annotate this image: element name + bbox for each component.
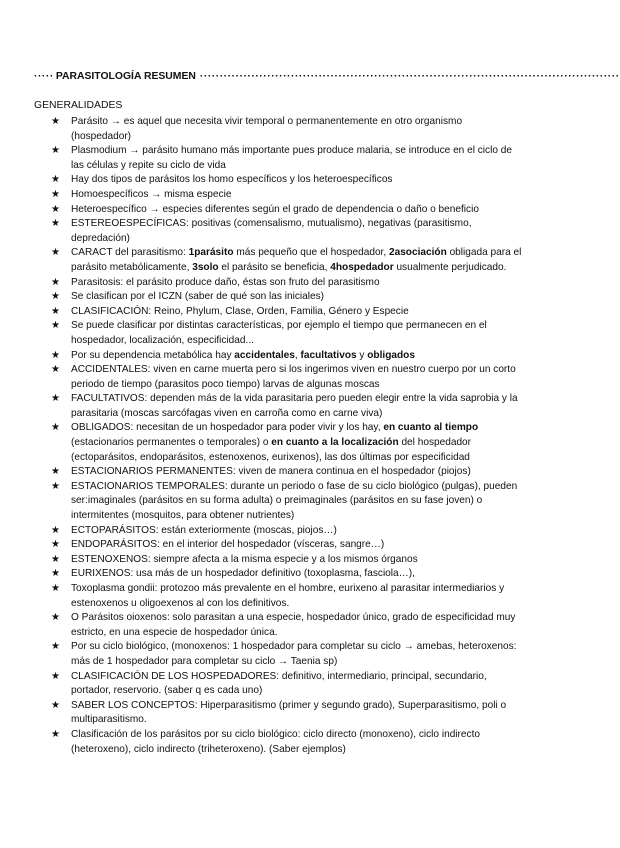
star-icon: ★ xyxy=(51,583,60,594)
star-icon: ★ xyxy=(51,320,60,332)
star-icon: ★ xyxy=(51,480,60,492)
item-text: ESTACIONARIOS PERMANENTES: viven de manera continua en el hospedador (piojos) xyxy=(71,466,471,478)
item-text: Se puede clasificar por distintas características, por ejemplo el tiempo que permanecen en el hospedador, localización, especificidad... xyxy=(71,320,487,346)
item-text: Toxoplasma gondii: protozoo más prevalente en el hombre, eurixeno al parasitar intermediarios y estenoxenos u oligoexenos al con los definitivos. xyxy=(71,583,505,609)
item-text: y xyxy=(356,349,368,361)
star-icon: ★ xyxy=(51,568,60,580)
list-item xyxy=(34,567,524,582)
list-item xyxy=(34,480,524,524)
item-text: FACULTATIVOS: dependen más de la vida parasitaria pero pueden elegir entre la vida saprobia y la parasitaria (moscas sarcófagas viven en carroña como en carne viva) xyxy=(71,393,518,419)
star-icon: ★ xyxy=(51,305,60,317)
bullet-list xyxy=(34,115,524,757)
item-text: O Parásitos oioxenos: solo parasitan a una especie, hospedador único, grado de especificidad muy estricto, en una especie de hospedador única. xyxy=(71,612,516,638)
item-text: OBLIGADOS: necesitan de un hospedador para poder vivir y los hay, xyxy=(71,422,384,434)
item-text: Parasitosis: el parásito produce daño, éstas son fruto del parasitismo xyxy=(71,276,380,288)
item-text: obligada para el parásito metabólicamente, xyxy=(71,247,522,273)
item-text: Parásito → es aquel que necesita vivir temporal o permanentemente en otro organismo (hospedador) xyxy=(71,116,463,142)
item-text: del hospedador (ectoparásitos, endoparásitos, estenoxenos, eurixenos), las dos últimas por especificidad xyxy=(71,437,472,463)
list-item xyxy=(34,363,524,392)
list-item xyxy=(34,421,524,465)
item-text: Clasificación de los parásitos por su ciclo biológico: ciclo directo (monoxeno), ciclo indirecto (heteroxeno), ciclo indirecto (triheteroxeno). (Saber ejemplos) xyxy=(71,728,480,755)
item-text: ECTOPARÁSITOS: están exteriormente (moscas, piojos…) xyxy=(71,524,337,536)
star-icon: ★ xyxy=(51,612,60,624)
document-title: PARASITOLOGÍA RESUMEN xyxy=(55,71,196,82)
section-heading: GENERALIDADES xyxy=(34,100,123,111)
item-text: ACCIDENTALES: viven en carne muerta pero si los ingerimos viven en nuestro cuerpo por un corto periodo de tiempo (parasitos poco tiempo) larvas de algunas moscas xyxy=(71,364,516,390)
item-text: usualmente perjudicado. xyxy=(393,261,507,273)
star-icon: ★ xyxy=(51,276,60,288)
item-text: Heteroespecífico → especies diferentes según el grado de dependencia o daño o beneficio xyxy=(71,203,479,215)
list-item xyxy=(34,524,524,539)
item-text: Por su ciclo biológico, (monoxenos: 1 hospedador para completar su ciclo → amebas, heteroxenos: más de 1 hospedador para completar su ciclo → Taenia sp) xyxy=(71,641,517,667)
bold-text: 4hospedador xyxy=(330,261,394,273)
item-text: más pequeño que el hospedador, xyxy=(233,247,389,259)
list-item xyxy=(34,144,524,173)
item-text: Homoespecíficos → misma especie xyxy=(71,188,232,200)
bold-text: 1parásito xyxy=(188,247,234,259)
list-item xyxy=(34,290,524,305)
bold-text: en cuanto al tiempo xyxy=(383,422,479,434)
item-text: Plasmodium → parásito humano más importante pues produce malaria, se introduce en el ciclo de las células y repite su ciclo de vida xyxy=(71,145,512,171)
item-text: , xyxy=(294,349,301,361)
item-text: SABER LOS CONCEPTOS: Hiperparasitismo (primer y segundo grado), Superparasitismo, poli o multiparasitismo. xyxy=(71,699,507,726)
list-item xyxy=(34,553,524,568)
list-item xyxy=(34,115,524,144)
star-icon: ★ xyxy=(51,116,60,127)
bold-text: facultativos xyxy=(300,349,357,361)
star-icon: ★ xyxy=(51,203,60,215)
list-item xyxy=(34,305,524,320)
item-text: CLASIFICACIÓN DE LOS HOSPEDADORES: definitivo, intermediario, principal, secundario, portador, reservorio. (saber q es cada uno) xyxy=(71,670,487,697)
item-text: Se clasifican por el ICZN (saber de qué son las iniciales) xyxy=(71,291,325,303)
item-text: CLASIFICACIÓN: Reino, Phylum, Clase, Orden, Familia, Género y Especie xyxy=(71,305,409,317)
star-icon: ★ xyxy=(51,466,60,478)
star-icon: ★ xyxy=(51,364,60,376)
item-text: ESTENOXENOS: siempre afecta a la misma especie y a los mismos órganos xyxy=(71,553,418,565)
title-leader-dots-left: ····· xyxy=(34,71,54,82)
item-text: Hay dos tipos de parásitos los homo específicos y los heteroespecíficos xyxy=(71,174,393,186)
list-item xyxy=(34,203,524,218)
bold-text: en cuanto a la localización xyxy=(271,437,399,449)
bold-text: 2asociación xyxy=(388,247,447,259)
list-item xyxy=(34,319,524,348)
list-item xyxy=(34,465,524,480)
item-text: Por su dependencia metabólica hay xyxy=(71,349,235,361)
list-item xyxy=(34,582,524,611)
star-icon: ★ xyxy=(51,728,60,740)
star-icon: ★ xyxy=(51,641,60,653)
item-text: ENDOPARÁSITOS: en el interior del hospedador (vísceras, sangre…) xyxy=(71,539,385,551)
bold-text: obligados xyxy=(367,349,415,361)
star-icon: ★ xyxy=(51,174,60,186)
star-icon: ★ xyxy=(51,670,60,682)
item-text: CARACT del parasitismo: xyxy=(71,247,189,259)
list-item xyxy=(34,640,524,669)
list-item xyxy=(34,699,524,728)
star-icon: ★ xyxy=(51,524,60,536)
list-item xyxy=(34,670,524,699)
star-icon: ★ xyxy=(51,349,60,361)
star-icon: ★ xyxy=(51,699,60,711)
item-text: EURIXENOS: usa más de un hospedador definitivo (toxoplasma, fasciola…), xyxy=(71,568,415,580)
list-item xyxy=(34,392,524,421)
star-icon: ★ xyxy=(51,291,60,303)
list-item xyxy=(34,217,524,246)
title-leader-dots-right: ·········································································································· xyxy=(199,71,620,82)
star-icon: ★ xyxy=(51,393,60,405)
document-title-row xyxy=(34,71,620,82)
bold-text: 3solo xyxy=(192,261,219,273)
item-text: el parásito se beneficia, xyxy=(218,261,331,273)
star-icon: ★ xyxy=(51,188,60,200)
star-icon: ★ xyxy=(51,553,60,565)
list-item xyxy=(34,188,524,203)
star-icon: ★ xyxy=(51,145,60,157)
item-text: ESTACIONARIOS TEMPORALES: durante un periodo o fase de su ciclo biológico (pulgas), pueden ser:imaginales (parásitos en su forma adulta) o preimaginales (parásitos en su fase joven) o intermitentes (mosquitos, para obtener nutrientes) xyxy=(71,480,518,522)
star-icon: ★ xyxy=(51,247,60,259)
list-item xyxy=(34,611,524,640)
list-item xyxy=(34,246,524,275)
list-item xyxy=(34,276,524,291)
bold-text: accidentales xyxy=(234,349,295,361)
list-item xyxy=(34,728,524,757)
item-text: (estacionarios permanentes o temporales) o xyxy=(71,437,272,449)
item-text: ESTEREOESPECÍFICAS: positivas (comensalismo, mutualismo), negativas (parasitismo, depredación) xyxy=(71,218,472,244)
list-item xyxy=(34,349,524,364)
list-item xyxy=(34,538,524,553)
star-icon: ★ xyxy=(51,422,60,434)
list-item xyxy=(34,173,524,188)
star-icon: ★ xyxy=(51,218,60,230)
star-icon: ★ xyxy=(51,539,60,551)
